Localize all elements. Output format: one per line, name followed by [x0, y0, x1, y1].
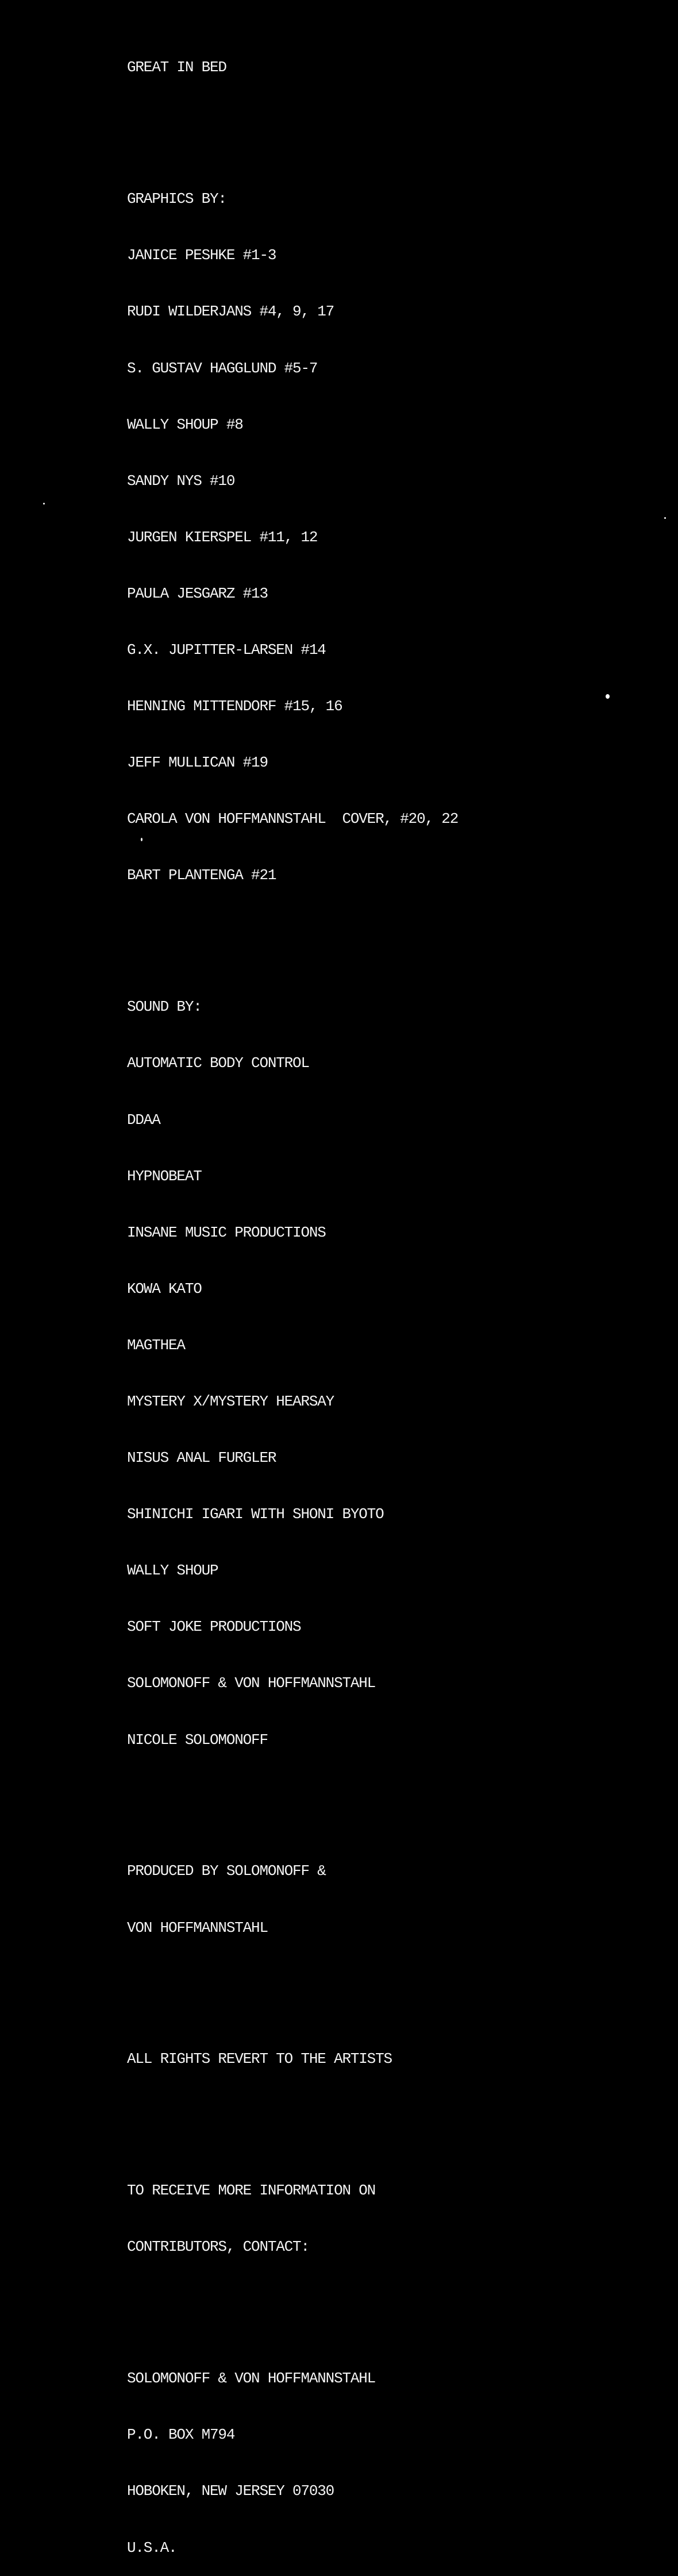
produced-by-line: VON HOFFMANNSTAHL [127, 1919, 268, 1936]
spacer [127, 115, 667, 134]
page-title: GREAT IN BED [127, 59, 226, 76]
sound-credit: SOLOMONOFF & VON HOFFMANNSTAHL [127, 1674, 376, 1692]
dust-speck [141, 838, 142, 841]
sound-credit: INSANE MUSIC PRODUCTIONS [127, 1223, 326, 1241]
spacer [127, 2107, 667, 2126]
graphics-credit: JEFF MULLICAN #19 [127, 754, 268, 772]
sound-credit: KOWA KATO [127, 1280, 202, 1297]
sound-heading: SOUND BY: [127, 998, 202, 1016]
sound-credit: SOFT JOKE PRODUCTIONS [127, 1618, 301, 1636]
sound-credit: MAGTHEA [127, 1336, 185, 1354]
spacer [127, 1787, 667, 1806]
info-line: TO RECEIVE MORE INFORMATION ON [127, 2182, 376, 2200]
dust-speck [606, 694, 610, 699]
graphics-credit: CAROLA VON HOFFMANNSTAHL COVER, #20, 22 [127, 810, 459, 828]
graphics-credit: HENNING MITTENDORF #15, 16 [127, 698, 342, 715]
sound-credit: MYSTERY X/MYSTERY HEARSAY [127, 1392, 334, 1410]
spacer [127, 2294, 667, 2313]
graphics-credit: PAULA JESGARZ #13 [127, 584, 268, 602]
rights-notice: ALL RIGHTS REVERT TO THE ARTISTS [127, 2050, 392, 2068]
sound-credit: DDAA [127, 1111, 160, 1129]
info-line: CONTRIBUTORS, CONTACT: [127, 2238, 309, 2256]
address-line: U.S.A. [127, 2539, 177, 2556]
address-line: P.O. BOX M794 [127, 2426, 235, 2444]
graphics-credit: RUDI WILDERJANS #4, 9, 17 [127, 303, 334, 321]
dust-speck [664, 517, 666, 519]
dust-speck [43, 503, 45, 505]
graphics-credit: WALLY SHOUP #8 [127, 415, 243, 433]
graphics-credit: S. GUSTAV HAGGLUND #5-7 [127, 359, 318, 377]
graphics-credit: SANDY NYS #10 [127, 472, 235, 490]
sound-credit: AUTOMATIC BODY CONTROL [127, 1054, 309, 1072]
address-line: HOBOKEN, NEW JERSEY 07030 [127, 2482, 334, 2500]
spacer [127, 923, 667, 942]
spacer [127, 1975, 667, 1994]
address-line: SOLOMONOFF & VON HOFFMANNSTAHL [127, 2370, 376, 2388]
graphics-credit: JANICE PESHKE #1-3 [127, 247, 276, 264]
sound-credit: SHINICHI IGARI WITH SHONI BYOTO [127, 1505, 384, 1523]
graphics-credit: JURGEN KIERSPEL #11, 12 [127, 528, 318, 546]
graphics-credit: BART PLANTENGA #21 [127, 867, 276, 884]
graphics-credit: G.X. JUPITTER-LARSEN #14 [127, 641, 326, 659]
sound-credit: NICOLE SOLOMONOFF [127, 1731, 268, 1749]
sound-credit: WALLY SHOUP [127, 1562, 218, 1580]
sound-credit: NISUS ANAL FURGLER [127, 1449, 276, 1467]
sound-credit: HYPNOBEAT [127, 1167, 202, 1185]
graphics-heading: GRAPHICS BY: [127, 190, 226, 208]
credits-sheet [127, 21, 667, 2576]
produced-by-line: PRODUCED BY SOLOMONOFF & [127, 1862, 326, 1880]
